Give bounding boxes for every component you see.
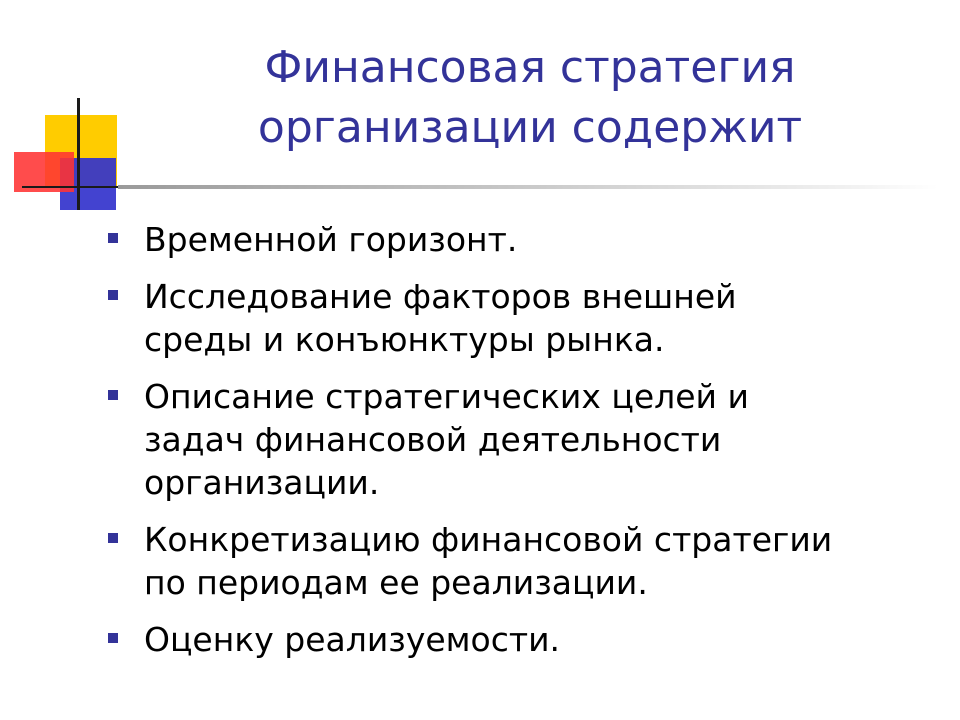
bullet-text: задач финансовой деятельности bbox=[144, 420, 722, 459]
bullet-text: среды и конъюнктуры рынка. bbox=[144, 320, 665, 359]
horizontal-line bbox=[22, 186, 132, 188]
title-line: Финансовая стратегия bbox=[264, 42, 796, 93]
bullet-text: Конкретизацию финансовой стратегии bbox=[144, 520, 833, 559]
slide-title bbox=[140, 38, 920, 158]
bullet-item bbox=[106, 218, 926, 261]
bullet-item bbox=[106, 518, 926, 604]
bullet-text: Исследование факторов внешней bbox=[144, 277, 737, 316]
title-divider bbox=[118, 185, 938, 189]
bullet-text: Оценку реализуемости. bbox=[144, 620, 561, 659]
bullet-text: организации. bbox=[144, 463, 380, 502]
bullet-text: Временной горизонт. bbox=[144, 220, 518, 259]
square-bullet-icon bbox=[108, 233, 118, 243]
square-bullet-icon bbox=[108, 533, 118, 543]
bullet-text: по периодам ее реализации. bbox=[144, 563, 648, 602]
bullet-item bbox=[106, 375, 926, 504]
bullet-item bbox=[106, 275, 926, 361]
bullet-item bbox=[106, 618, 926, 661]
square-bullet-icon bbox=[108, 290, 118, 300]
bullet-list bbox=[106, 218, 926, 675]
vertical-line bbox=[77, 98, 80, 210]
square-bullet-icon bbox=[108, 390, 118, 400]
bullet-text: Описание стратегических целей и bbox=[144, 377, 749, 416]
title-line: организации содержит bbox=[257, 102, 803, 153]
square-bullet-icon bbox=[108, 633, 118, 643]
